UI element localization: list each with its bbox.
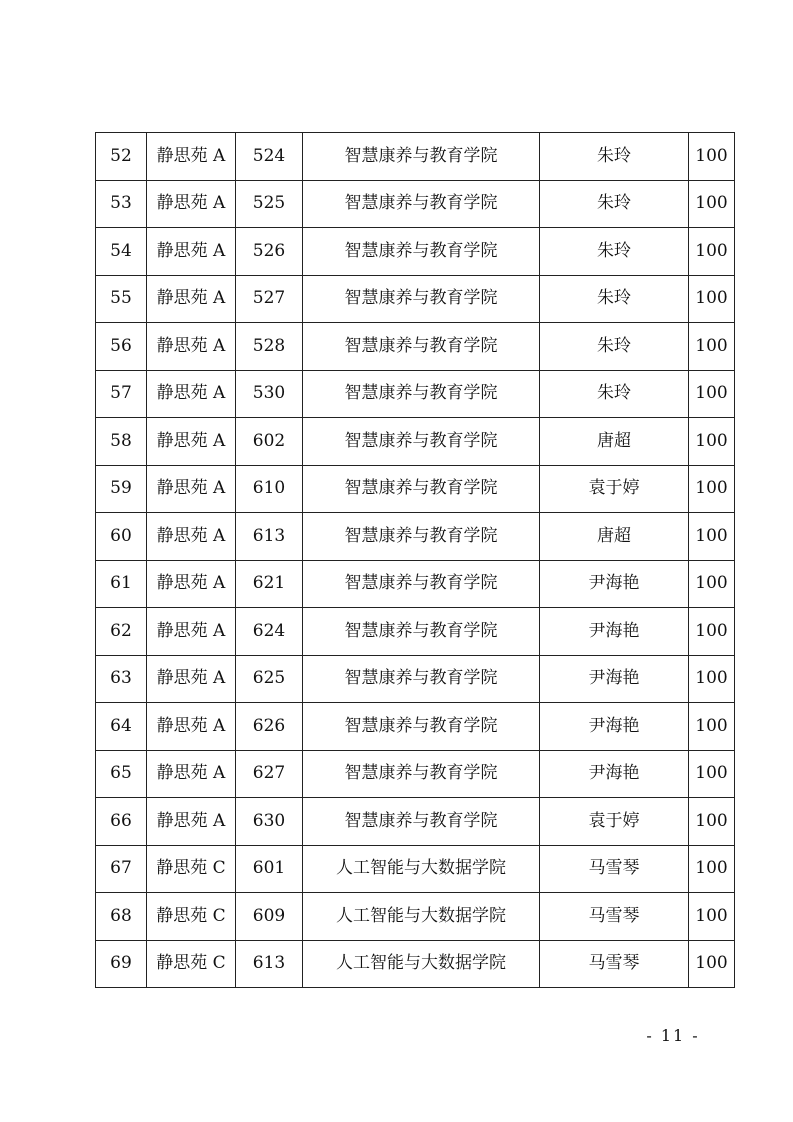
- cell-score: 100: [689, 893, 735, 941]
- cell-college: 智慧康养与教育学院: [303, 798, 540, 846]
- cell-number: 69: [96, 940, 147, 988]
- cell-room: 624: [236, 608, 303, 656]
- cell-supervisor: 马雪琴: [540, 940, 689, 988]
- cell-number: 59: [96, 465, 147, 513]
- cell-number: 54: [96, 228, 147, 276]
- cell-number: 64: [96, 703, 147, 751]
- table-row: [96, 513, 735, 561]
- cell-supervisor: 朱玲: [540, 370, 689, 418]
- cell-college: 智慧康养与教育学院: [303, 608, 540, 656]
- cell-number: 60: [96, 513, 147, 561]
- cell-score: 100: [689, 180, 735, 228]
- cell-room: 601: [236, 845, 303, 893]
- table-row: [96, 275, 735, 323]
- cell-building: 静思苑 C: [147, 893, 236, 941]
- cell-score: 100: [689, 750, 735, 798]
- cell-number: 53: [96, 180, 147, 228]
- cell-supervisor: 朱玲: [540, 323, 689, 371]
- cell-building: 静思苑 A: [147, 798, 236, 846]
- cell-number: 55: [96, 275, 147, 323]
- table-body: [96, 133, 735, 988]
- cell-building: 静思苑 A: [147, 655, 236, 703]
- table-row: [96, 228, 735, 276]
- cell-number: 65: [96, 750, 147, 798]
- cell-score: 100: [689, 845, 735, 893]
- cell-room: 613: [236, 940, 303, 988]
- cell-number: 63: [96, 655, 147, 703]
- cell-supervisor: 朱玲: [540, 180, 689, 228]
- cell-score: 100: [689, 465, 735, 513]
- cell-number: 61: [96, 560, 147, 608]
- cell-building: 静思苑 A: [147, 180, 236, 228]
- cell-room: 602: [236, 418, 303, 466]
- cell-college: 智慧康养与教育学院: [303, 418, 540, 466]
- cell-supervisor: 袁于婷: [540, 465, 689, 513]
- cell-supervisor: 朱玲: [540, 228, 689, 276]
- cell-college: 智慧康养与教育学院: [303, 513, 540, 561]
- cell-score: 100: [689, 418, 735, 466]
- cell-room: 613: [236, 513, 303, 561]
- cell-building: 静思苑 A: [147, 513, 236, 561]
- table-row: [96, 845, 735, 893]
- cell-number: 52: [96, 133, 147, 181]
- cell-college: 人工智能与大数据学院: [303, 940, 540, 988]
- dormitory-score-table: [95, 132, 735, 988]
- cell-room: 621: [236, 560, 303, 608]
- table-row: [96, 798, 735, 846]
- cell-supervisor: 朱玲: [540, 275, 689, 323]
- cell-building: 静思苑 A: [147, 465, 236, 513]
- cell-room: 625: [236, 655, 303, 703]
- cell-college: 智慧康养与教育学院: [303, 133, 540, 181]
- cell-room: 610: [236, 465, 303, 513]
- cell-supervisor: 尹海艳: [540, 608, 689, 656]
- cell-college: 人工智能与大数据学院: [303, 845, 540, 893]
- cell-college: 智慧康养与教育学院: [303, 370, 540, 418]
- cell-score: 100: [689, 703, 735, 751]
- cell-building: 静思苑 A: [147, 703, 236, 751]
- table-row: [96, 418, 735, 466]
- cell-supervisor: 马雪琴: [540, 893, 689, 941]
- cell-college: 智慧康养与教育学院: [303, 180, 540, 228]
- table-row: [96, 370, 735, 418]
- cell-room: 525: [236, 180, 303, 228]
- table-row: [96, 608, 735, 656]
- cell-supervisor: 尹海艳: [540, 655, 689, 703]
- cell-building: 静思苑 C: [147, 845, 236, 893]
- cell-building: 静思苑 A: [147, 275, 236, 323]
- cell-college: 智慧康养与教育学院: [303, 560, 540, 608]
- table-row: [96, 750, 735, 798]
- table-row: [96, 703, 735, 751]
- cell-supervisor: 唐超: [540, 418, 689, 466]
- cell-building: 静思苑 A: [147, 228, 236, 276]
- cell-supervisor: 尹海艳: [540, 703, 689, 751]
- cell-supervisor: 朱玲: [540, 133, 689, 181]
- cell-college: 人工智能与大数据学院: [303, 893, 540, 941]
- cell-building: 静思苑 A: [147, 750, 236, 798]
- table-row: [96, 560, 735, 608]
- cell-score: 100: [689, 228, 735, 276]
- cell-supervisor: 唐超: [540, 513, 689, 561]
- page-number: - 11 -: [646, 1026, 700, 1045]
- cell-college: 智慧康养与教育学院: [303, 228, 540, 276]
- cell-building: 静思苑 A: [147, 418, 236, 466]
- table-row: [96, 133, 735, 181]
- cell-supervisor: 马雪琴: [540, 845, 689, 893]
- cell-room: 528: [236, 323, 303, 371]
- cell-room: 527: [236, 275, 303, 323]
- cell-number: 62: [96, 608, 147, 656]
- cell-number: 58: [96, 418, 147, 466]
- cell-score: 100: [689, 370, 735, 418]
- cell-number: 57: [96, 370, 147, 418]
- cell-room: 630: [236, 798, 303, 846]
- cell-number: 68: [96, 893, 147, 941]
- table-row: [96, 323, 735, 371]
- cell-number: 66: [96, 798, 147, 846]
- cell-score: 100: [689, 798, 735, 846]
- cell-college: 智慧康养与教育学院: [303, 703, 540, 751]
- cell-supervisor: 尹海艳: [540, 560, 689, 608]
- cell-score: 100: [689, 513, 735, 561]
- table-row: [96, 655, 735, 703]
- cell-building: 静思苑 A: [147, 560, 236, 608]
- cell-room: 524: [236, 133, 303, 181]
- cell-college: 智慧康养与教育学院: [303, 275, 540, 323]
- cell-room: 526: [236, 228, 303, 276]
- table-row: [96, 940, 735, 988]
- cell-building: 静思苑 C: [147, 940, 236, 988]
- table-row: [96, 465, 735, 513]
- cell-college: 智慧康养与教育学院: [303, 323, 540, 371]
- cell-score: 100: [689, 275, 735, 323]
- cell-college: 智慧康养与教育学院: [303, 465, 540, 513]
- cell-supervisor: 尹海艳: [540, 750, 689, 798]
- cell-score: 100: [689, 133, 735, 181]
- cell-room: 626: [236, 703, 303, 751]
- cell-score: 100: [689, 940, 735, 988]
- cell-room: 627: [236, 750, 303, 798]
- cell-room: 530: [236, 370, 303, 418]
- cell-building: 静思苑 A: [147, 133, 236, 181]
- cell-number: 56: [96, 323, 147, 371]
- cell-supervisor: 袁于婷: [540, 798, 689, 846]
- cell-score: 100: [689, 323, 735, 371]
- cell-building: 静思苑 A: [147, 608, 236, 656]
- cell-score: 100: [689, 560, 735, 608]
- cell-college: 智慧康养与教育学院: [303, 750, 540, 798]
- table-row: [96, 893, 735, 941]
- table-row: [96, 180, 735, 228]
- cell-building: 静思苑 A: [147, 370, 236, 418]
- cell-room: 609: [236, 893, 303, 941]
- cell-building: 静思苑 A: [147, 323, 236, 371]
- cell-score: 100: [689, 655, 735, 703]
- cell-score: 100: [689, 608, 735, 656]
- cell-number: 67: [96, 845, 147, 893]
- cell-college: 智慧康养与教育学院: [303, 655, 540, 703]
